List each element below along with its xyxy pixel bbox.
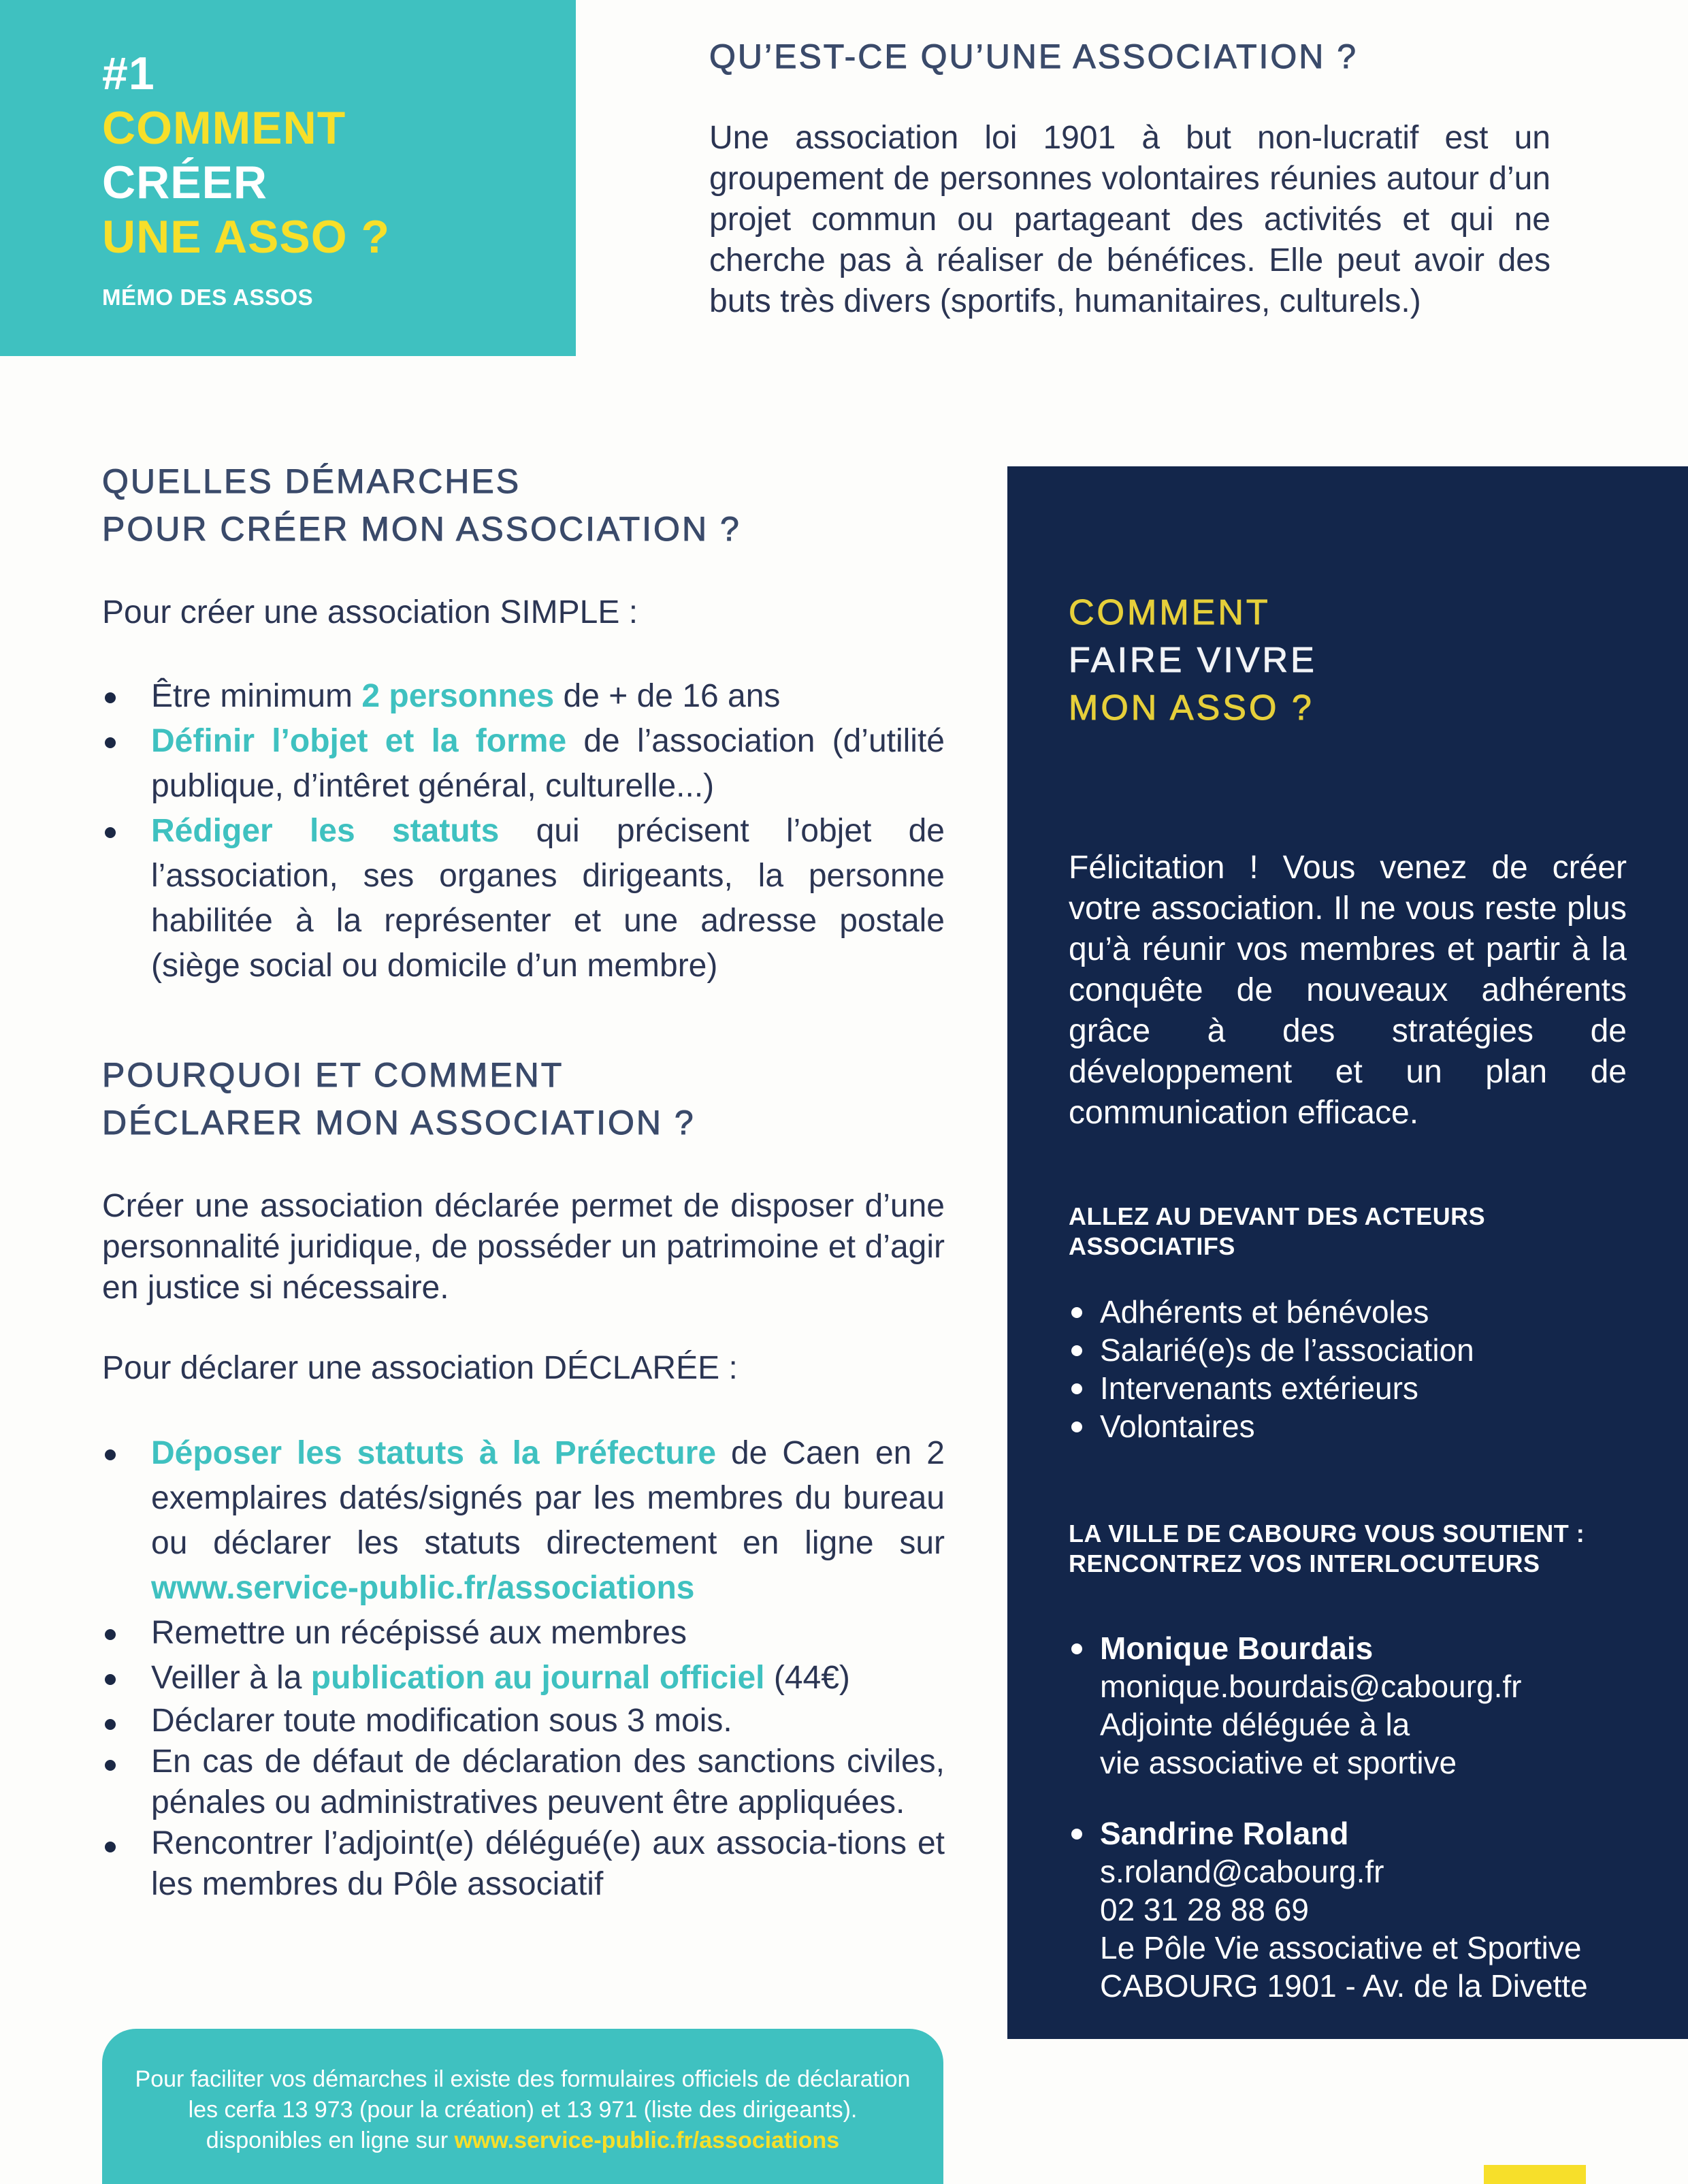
- actors-title: ALLEZ AU DEVANT DES ACTEURS ASSOCIATIFS: [1069, 1202, 1486, 1260]
- issue-number: #1: [102, 48, 155, 99]
- list-item: [102, 1431, 945, 1611]
- support-title-line-1: LA VILLE DE CABOURG VOUS SOUTIENT :: [1069, 1520, 1585, 1547]
- support-title-line-2: RENCONTREZ VOS INTERLOCUTEURS: [1069, 1549, 1540, 1577]
- intro-text: Une association loi 1901 à but non-lucratif est un groupement de personnes volontaires réunies autour d’un projet commun ou partageant des activités et qui ne cherche pas à réaliser de bénéfices. Elle peut avoir des buts très divers (sportifs, humanitaires, culturels.): [709, 120, 1551, 319]
- declarer-text: Créer une association déclarée permet de disposer d’une personnalité juridique, de posséder un patrimoine et d’agir en justice si nécessaire.: [102, 1188, 945, 1306]
- declarer-list: [102, 1431, 945, 1905]
- item-text: Veiller à la: [151, 1660, 311, 1696]
- contact-card: [1069, 1629, 1627, 1782]
- list-item: Remettre un récépissé aux membres: [102, 1611, 945, 1656]
- item-highlight: publication au journal officiel: [310, 1660, 765, 1696]
- list-item: Salarié(e)s de l’association: [1069, 1331, 1627, 1369]
- note-line-2: les cerfa 13 973 (pour la création) et 13 971 (liste des dirigeants).: [188, 2097, 858, 2123]
- item-text: de l’association (d’utilité publique, d’intêret général, culturelle...): [151, 723, 945, 804]
- service-public-link[interactable]: www.service-public.fr/associations: [454, 2127, 840, 2153]
- declarer-title-2: DÉCLARER MON ASSOCIATION ?: [102, 1104, 696, 1142]
- intro-section: [709, 33, 1551, 322]
- note-line-3: [102, 2125, 943, 2156]
- corner-accent: [1484, 2165, 1586, 2184]
- panel-title-line-3: MON ASSO ?: [1069, 688, 1314, 728]
- title-line-1: COMMENT: [102, 102, 346, 154]
- list-item: [102, 1656, 945, 1701]
- contact-card: [1069, 1814, 1627, 2005]
- demarches-lead: Pour créer une association SIMPLE :: [102, 594, 638, 630]
- title-line-3: UNE ASSO ?: [102, 211, 391, 263]
- item-highlight: Déposer les statuts à la Préfecture: [151, 1435, 717, 1471]
- demarches-title-2: POUR CRÉER MON ASSOCIATION ?: [102, 510, 741, 548]
- declarer-lead: Pour déclarer une association DÉCLARÉE :: [102, 1350, 738, 1386]
- contact-list: [1069, 1629, 1627, 2005]
- item-highlight: Rédiger les statuts: [151, 813, 500, 849]
- list-item: [102, 719, 945, 809]
- contact-phone[interactable]: 02 31 28 88 69: [1100, 1892, 1309, 1927]
- item-highlight: 2 personnes: [361, 678, 555, 714]
- contact-role: Adjointe déléguée à la: [1100, 1707, 1410, 1742]
- support-title: [1069, 1519, 1627, 1579]
- left-column: [102, 457, 945, 1905]
- declarer-title-1: POURQUOI ET COMMENT: [102, 1056, 564, 1094]
- panel-title: [1069, 589, 1627, 732]
- item-text: de Caen en 2 exemplaires datés/signés par les membres du bureau ou déclarer les statuts directement en ligne sur: [151, 1435, 945, 1561]
- item-text: qui précisent l’objet de l’association, ses organes dirigeants, la personne habilitée à la représenter et une adresse postale (siège social ou domicile d’un membre): [151, 813, 945, 984]
- contact-address: CABOURG 1901 - Av. de la Divette: [1100, 1968, 1588, 2004]
- memo-subtitle: MÉMO DES ASSOS: [102, 285, 314, 310]
- item-text: Être minimum: [151, 678, 362, 714]
- demarches-title-1: QUELLES DÉMARCHES: [102, 462, 521, 500]
- list-item: Adhérents et bénévoles: [1069, 1293, 1627, 1331]
- contact-role: vie associative et sportive: [1100, 1745, 1457, 1780]
- panel-title-line-2: FAIRE VIVRE: [1069, 641, 1317, 680]
- panel-text: Félicitation ! Vous venez de créer votre association. Il ne vous reste plus qu’à réunir vos membres et partir à la conquête de nouveaux adhérents grâce à des stratégies de développement et un plan de communication efficace.: [1069, 850, 1627, 1131]
- list-item: En cas de défaut de déclaration des sanctions civiles, pénales ou administratives peuvent être appliquées.: [102, 1741, 945, 1823]
- actors-list: [1069, 1293, 1627, 1445]
- title-line-2: CRÉER: [102, 157, 268, 208]
- contact-role: Le Pôle Vie associative et Sportive: [1100, 1930, 1582, 1965]
- contact-email[interactable]: s.roland@cabourg.fr: [1100, 1854, 1384, 1889]
- note-text: disponibles en ligne sur: [206, 2127, 455, 2153]
- title-box: [0, 0, 576, 356]
- list-item: [102, 674, 945, 719]
- cerfa-note: [102, 2029, 943, 2184]
- list-item: Déclarer toute modification sous 3 mois.: [102, 1701, 945, 1741]
- item-text: (44€): [764, 1660, 850, 1696]
- demarches-list: [102, 674, 945, 989]
- list-item: Intervenants extérieurs: [1069, 1369, 1627, 1407]
- item-text: de + de 16 ans: [554, 678, 781, 714]
- note-line-1: Pour faciliter vos démarches il existe des formulaires officiels de déclaration: [135, 2066, 911, 2092]
- contact-email[interactable]: monique.bourdais@cabourg.fr: [1100, 1669, 1522, 1704]
- panel-title-line-1: COMMENT: [1069, 593, 1271, 632]
- list-item: Rencontrer l’adjoint(e) délégué(e) aux associa-tions et les membres du Pôle associatif: [102, 1823, 945, 1905]
- navy-panel: [1007, 466, 1688, 2039]
- service-public-link[interactable]: www.service-public.fr/associations: [151, 1570, 695, 1606]
- list-item: Volontaires: [1069, 1407, 1627, 1445]
- contact-name: Monique Bourdais: [1100, 1631, 1374, 1666]
- item-highlight: Définir l’objet et la forme: [151, 723, 567, 759]
- list-item: [102, 809, 945, 989]
- contact-name: Sandrine Roland: [1100, 1816, 1349, 1851]
- intro-title: QU’EST-CE QU’UNE ASSOCIATION ?: [709, 37, 1359, 76]
